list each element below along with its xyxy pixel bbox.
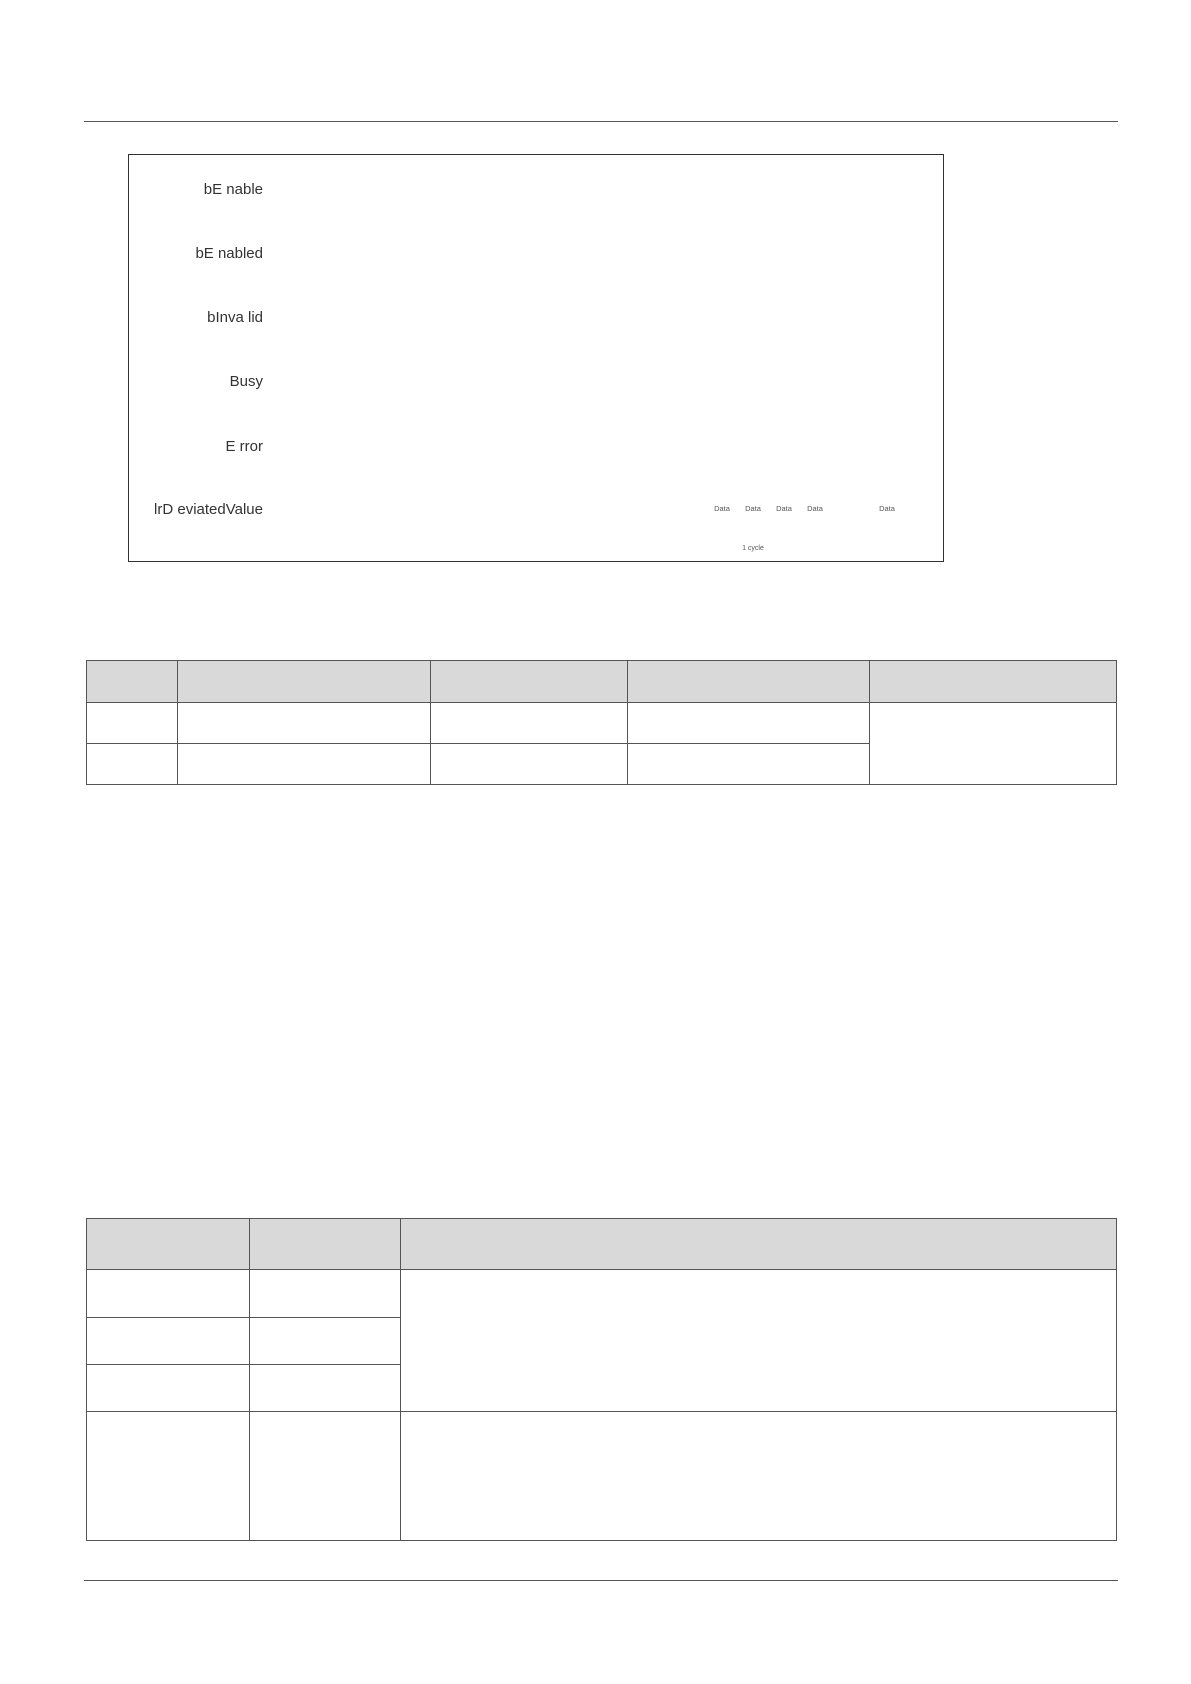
table-cell: [431, 703, 628, 744]
table-2-header-cell: [401, 1219, 1117, 1270]
data-label-4: Data: [807, 504, 823, 513]
table-cell: [87, 703, 178, 744]
data-label-3: Data: [776, 504, 792, 513]
timing-diagram: [128, 154, 944, 562]
table-cell: [87, 1270, 250, 1318]
table-cell-merged: [401, 1270, 1117, 1412]
table-cell: [250, 1412, 401, 1541]
table-1: [86, 660, 1117, 785]
table-1-header-cell: [178, 661, 431, 703]
table-cell: [628, 703, 870, 744]
table-cell: [250, 1318, 401, 1365]
data-label-2: Data: [745, 504, 761, 513]
table-cell-merged: [870, 703, 1117, 785]
signal-label-benable: bE nable: [203, 181, 263, 198]
signal-label-error: E rror: [225, 438, 263, 455]
table-1-header-cell: [87, 661, 178, 703]
table-row: [87, 1270, 1117, 1318]
table-cell: [178, 703, 431, 744]
table-row: [87, 1412, 1117, 1541]
table-1-header-row: [87, 661, 1117, 703]
footer-rule: [84, 1580, 1118, 1581]
table-cell: [401, 1412, 1117, 1541]
signal-label-benabled: bE nabled: [195, 245, 263, 262]
table-2-header-cell: [87, 1219, 250, 1270]
table-2-header-cell: [250, 1219, 401, 1270]
table-1-header-cell: [628, 661, 870, 703]
table-cell: [628, 744, 870, 785]
table-cell: [250, 1270, 401, 1318]
table-1-header-cell: [870, 661, 1117, 703]
table-2: [86, 1218, 1117, 1541]
table-cell: [87, 1318, 250, 1365]
table-cell: [87, 1412, 250, 1541]
data-label-1: Data: [714, 504, 730, 513]
timing-diagram-svg: [129, 155, 945, 563]
table-cell: [431, 744, 628, 785]
table-cell: [87, 744, 178, 785]
header-rule: [84, 121, 1118, 122]
cycle-label: 1 cycle: [742, 545, 764, 552]
table-2-header-row: [87, 1219, 1117, 1270]
table-cell: [250, 1365, 401, 1412]
table-cell: [178, 744, 431, 785]
table-row: [87, 703, 1117, 744]
signal-label-lrdeviatedvalue: lrD eviatedValue: [154, 501, 263, 518]
data-label-5: Data: [879, 504, 895, 513]
table-1-header-cell: [431, 661, 628, 703]
signal-label-binvalid: bInva lid: [207, 309, 263, 326]
table-cell: [87, 1365, 250, 1412]
signal-label-busy: Busy: [229, 373, 263, 390]
